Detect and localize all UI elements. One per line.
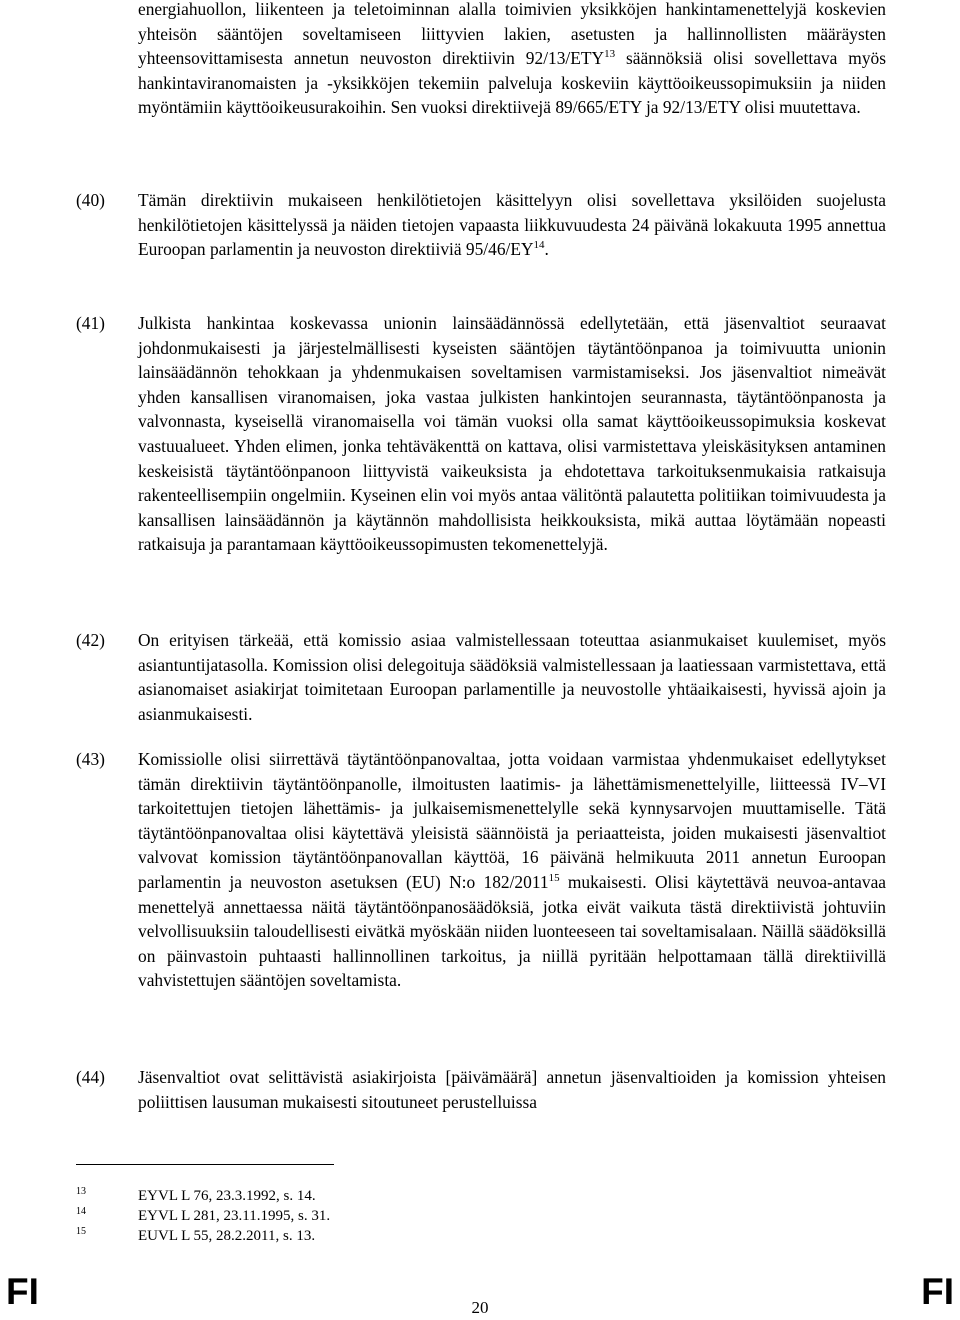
- paragraph-continuation: [138, 0, 886, 120]
- footnote-text: EYVL L 281, 23.11.1995, s. 31.: [138, 1208, 331, 1224]
- paragraph-text: mukaisesti. Olisi käytettävä neuvoa-antavaa menettelyä annettaessa näitä täytäntöönpanosäädöksiä, jotka eivät vaikuta tästä direktiivistä johtuviin velvollisuuksiin taloudellisesti eivätkä myöskään niiden luonteeseen tai soveltamisalaan. Näillä säädöksillä on päinvastoin puhtaasti hallinnollinen tarkoitus, ja niillä pyritään helpottamaan tällä direktiivillä vahvistettujen sääntöjen soveltamista.: [138, 871, 887, 991]
- footnote-text: EYVL L 76, 23.3.1992, s. 14.: [138, 1188, 316, 1204]
- paragraph-40: [138, 188, 886, 262]
- footnote: 14 EYVL L 281, 23.11.1995, s. 31.: [76, 1206, 331, 1224]
- page-number: 20: [471, 1298, 489, 1317]
- footnote-reference[interactable]: 15: [548, 872, 560, 885]
- footnote-text: EUVL L 55, 28.2.2011, s. 13.: [138, 1228, 316, 1244]
- paragraph-text: Tämän direktiivin mukaiseen henkilötietojen käsittelyyn olisi sovellettava yksilöiden suojelusta henkilötietojen käsittelyssä ja näiden tietojen vapaasta liikkuvuudesta 24 päivänä lokakuuta 1995 annettua Euroopan parlamentin ja neuvoston direktiiviä 95/46/EY: [138, 190, 886, 260]
- paragraph-number: (43): [76, 749, 105, 769]
- paragraph-text: energiahuollon, liikenteen ja teletoiminnan alalla toimivien yksikköjen hankintamenettelyjä koskevien yhteisön sääntöjen soveltamiseen liittyvien lakien, asetusten ja hallinnollisten määräysten yhteensovittamisesta annetun neuvoston direktiivin 92/13/ETY: [138, 0, 886, 69]
- footnote-reference[interactable]: 14: [533, 239, 545, 252]
- paragraph-text: Komissiolle olisi siirrettävä täytäntöönpanovaltaa, jotta voidaan varmistaa yhdenmukaiset edellytykset tämän direktiivin täytäntöönpanolle, ilmoitusten laatimis- ja lähettämismenettelyille, liitteessä IV–VI tarkoitettujen tietojen lähettämis- ja julkaisemismenettelylle sekä kynnysarvojen muuttamiselle. Tätä täytäntöönpanovaltaa olisi käytettävä yleisistä säännöistä ja periaatteista, joiden mukaisesti jäsenvaltiot valvovat komission täytäntöönpanovallan käyttöä, 16 päivänä helmikuuta 2011 annetun Euroopan parlamentin ja neuvoston asetuksen (EU) N:o 182/2011: [138, 749, 886, 892]
- footnote-separator: [76, 1164, 334, 1165]
- language-code-left: FI: [6, 1271, 39, 1312]
- paragraph-42: On erityisen tärkeää, että komissio asiaa valmistellessaan toteuttaa asianmukaiset kuulemiset, myös asiantuntijatasolla. Komission olisi delegoituja säädöksiä valmistellessaan ja laatiessaan varmistettava, että asianomaiset asiakirjat toimitetaan Euroopan parlamentille ja neuvostolle yhtäaikaisesti, hyvissä ajoin ja asianmukaisesti.: [138, 630, 886, 724]
- language-code-right: FI: [921, 1271, 954, 1312]
- paragraph-43: [138, 747, 886, 993]
- paragraph-number: (41): [76, 313, 105, 333]
- paragraph-41: Julkista hankintaa koskevassa unionin lainsäädännössä edellytetään, että jäsenvaltiot seuraavat johdonmukaisesti ja järjestelmällisesti kyseisten sääntöjen täytäntöönpanoa ja toimivuutta unionin lainsäädännön tehokkaan ja yhdenmukaisen soveltamisen varmistamiseksi. Jos jäsenvaltiot nimeävät yhden kansallisen viranomaisen, joka vastaa julkisten hankintojen seurannasta, täytäntöönpanosta ja valvonnasta, kyseisellä viranomaisella voi tämän vuoksi olla samat käyttöoikeussopimuksia koskevat vastuualueet. Yhden elimen, jonka tehtäväkenttä on kattava, olisi varmistettava yleiskäsityksen antaminen keskeisistä täytäntöönpanoon liittyvistä vaikeuksista ja ehdotettava tarkoituksenmukaisia ratkaisuja rakenteellisempiin ongelmiin. Kyseinen elin voi myös antaa välitöntä palautetta politiikan toimivuudesta ja kansallisen lainsäädännön ja käytännön mahdollisista heikkouksista, mikä auttaa löytämään nopeasti ratkaisuja ja parantamaan käyttöoikeussopimusten tekomenettelyjä.: [138, 313, 886, 555]
- footnote: 13 EYVL L 76, 23.3.1992, s. 14.: [76, 1186, 316, 1204]
- paragraph-number: (42): [76, 630, 105, 650]
- footnote-reference[interactable]: 13: [604, 48, 616, 61]
- paragraph-text: säännöksiä olisi sovellettava myös hankintaviranomaisten ja -yksikköjen tekemiin palveluja koskeviin käyttöoikeussopimuksiin ja niiden myöntämiin käyttöoikeusurakoihin. Sen vuoksi direktiivejä 89/665/ETY ja 92/13/ETY olisi muutettava.: [138, 48, 886, 118]
- paragraph-text: .: [544, 239, 549, 260]
- paragraph-44: Jäsenvaltiot ovat selittävistä asiakirjoista [päivämäärä] annetun jäsenvaltioiden ja komission yhteisen poliittisen lausuman mukaisesti sitoutuneet perustelluissa: [138, 1067, 886, 1112]
- footnote: 15 EUVL L 55, 28.2.2011, s. 13.: [76, 1226, 316, 1244]
- paragraph-number: (40): [76, 190, 105, 210]
- paragraph-number: (44): [76, 1067, 105, 1087]
